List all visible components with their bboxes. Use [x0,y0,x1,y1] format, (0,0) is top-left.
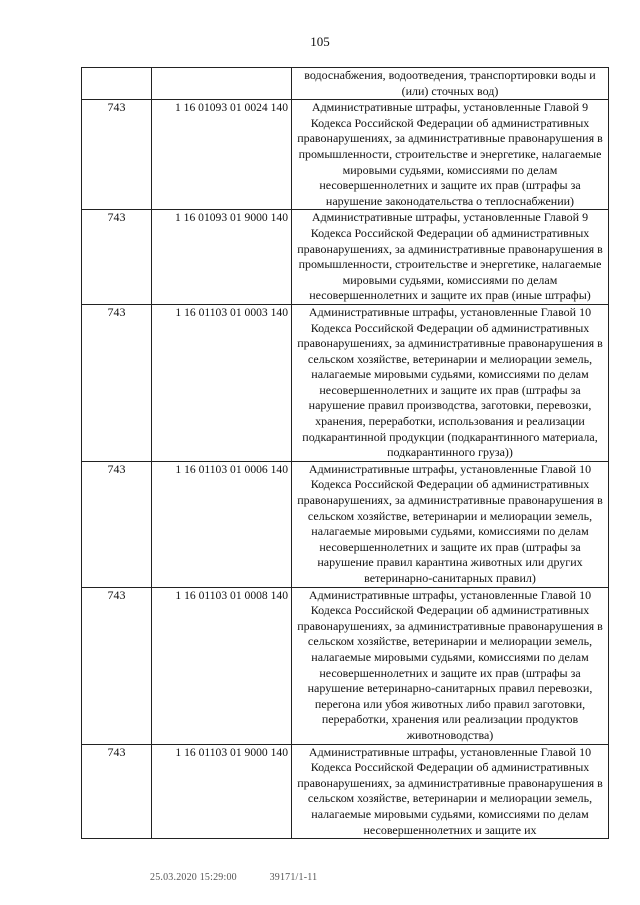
description-cell: Административные штрафы, установленные Главой 10 Кодекса Российской Федерации об административных правонарушениях, за административные правонарушения в сельском хозяйстве, ветеринарии и мелиорации земель, налагаемые мировыми судьями, комиссиями по делам несовершеннолетних и защите их прав (штрафы за нарушение правил карантина животных или других ветеринарно-санитарных правил) [292,461,609,587]
table-row [82,100,609,210]
kbk-code-cell [152,68,292,100]
kbk-code-cell: 1 16 01103 01 0003 140 [152,304,292,461]
table-row [82,304,609,461]
document-footer [150,872,347,883]
page-number: 105 [310,34,330,49]
admin-code-cell: 743 [82,304,152,461]
footer-doc-id: 39171/1-11 [269,872,318,883]
description-cell: Административные штрафы, установленные Главой 10 Кодекса Российской Федерации об административных правонарушениях, за административные правонарушения в сельском хозяйстве, ветеринарии и мелиорации земель, налагаемые мировыми судьями, комиссиями по делам несовершеннолетних и защите их прав (штрафы за нарушение ветеринарно-санитарных правил перевозки, перегона или убоя животных либо правил заготовки, переработки, хранения или реализации продуктов животноводства) [292,587,609,744]
description-cell: Административные штрафы, установленные Главой 10 Кодекса Российской Федерации об административных правонарушениях, за административные правонарушения в сельском хозяйстве, ветеринарии и мелиорации земель, налагаемые мировыми судьями, комиссиями по делам несовершеннолетних и защите их прав (штрафы за нарушение правил производства, заготовки, перевозки, хранения, переработки, использования и реализации подкарантинной продукции (подкарантинного материала, подкарантинного груза)) [292,304,609,461]
kbk-code-cell: 1 16 01103 01 0006 140 [152,461,292,587]
budget-codes-table [81,67,609,839]
admin-code-cell [82,68,152,100]
description-cell: водоснабжения, водоотведения, транспортировки воды и (или) сточных вод) [292,68,609,100]
admin-code-cell: 743 [82,100,152,210]
kbk-code-cell: 1 16 01103 01 9000 140 [152,744,292,839]
table-row [82,587,609,744]
kbk-code-cell: 1 16 01093 01 9000 140 [152,210,292,305]
table-row [82,210,609,305]
description-cell: Административные штрафы, установленные Главой 10 Кодекса Российской Федерации об административных правонарушениях, за административные правонарушения в сельском хозяйстве, ветеринарии и мелиорации земель, налагаемые мировыми судьями, комиссиями по делам несовершеннолетних и защите их [292,744,609,839]
table-row [82,68,609,100]
admin-code-cell: 743 [82,461,152,587]
kbk-code-cell: 1 16 01103 01 0008 140 [152,587,292,744]
description-cell: Административные штрафы, установленные Главой 9 Кодекса Российской Федерации об административных правонарушениях, за административные правонарушения в промышленности, строительстве и энергетике, налагаемые мировыми судьями, комиссиями по делам несовершеннолетних и защите их прав (штрафы за нарушение законодательства о теплоснабжении) [292,100,609,210]
admin-code-cell: 743 [82,744,152,839]
kbk-code-cell: 1 16 01093 01 0024 140 [152,100,292,210]
admin-code-cell: 743 [82,587,152,744]
table-row [82,461,609,587]
table-row [82,744,609,839]
admin-code-cell: 743 [82,210,152,305]
description-cell: Административные штрафы, установленные Главой 9 Кодекса Российской Федерации об административных правонарушениях, за административные правонарушения в промышленности, строительстве и энергетике, налагаемые мировыми судьями, комиссиями по делам несовершеннолетних и защите их прав (иные штрафы) [292,210,609,305]
footer-timestamp: 25.03.2020 15:29:00 [150,872,237,883]
